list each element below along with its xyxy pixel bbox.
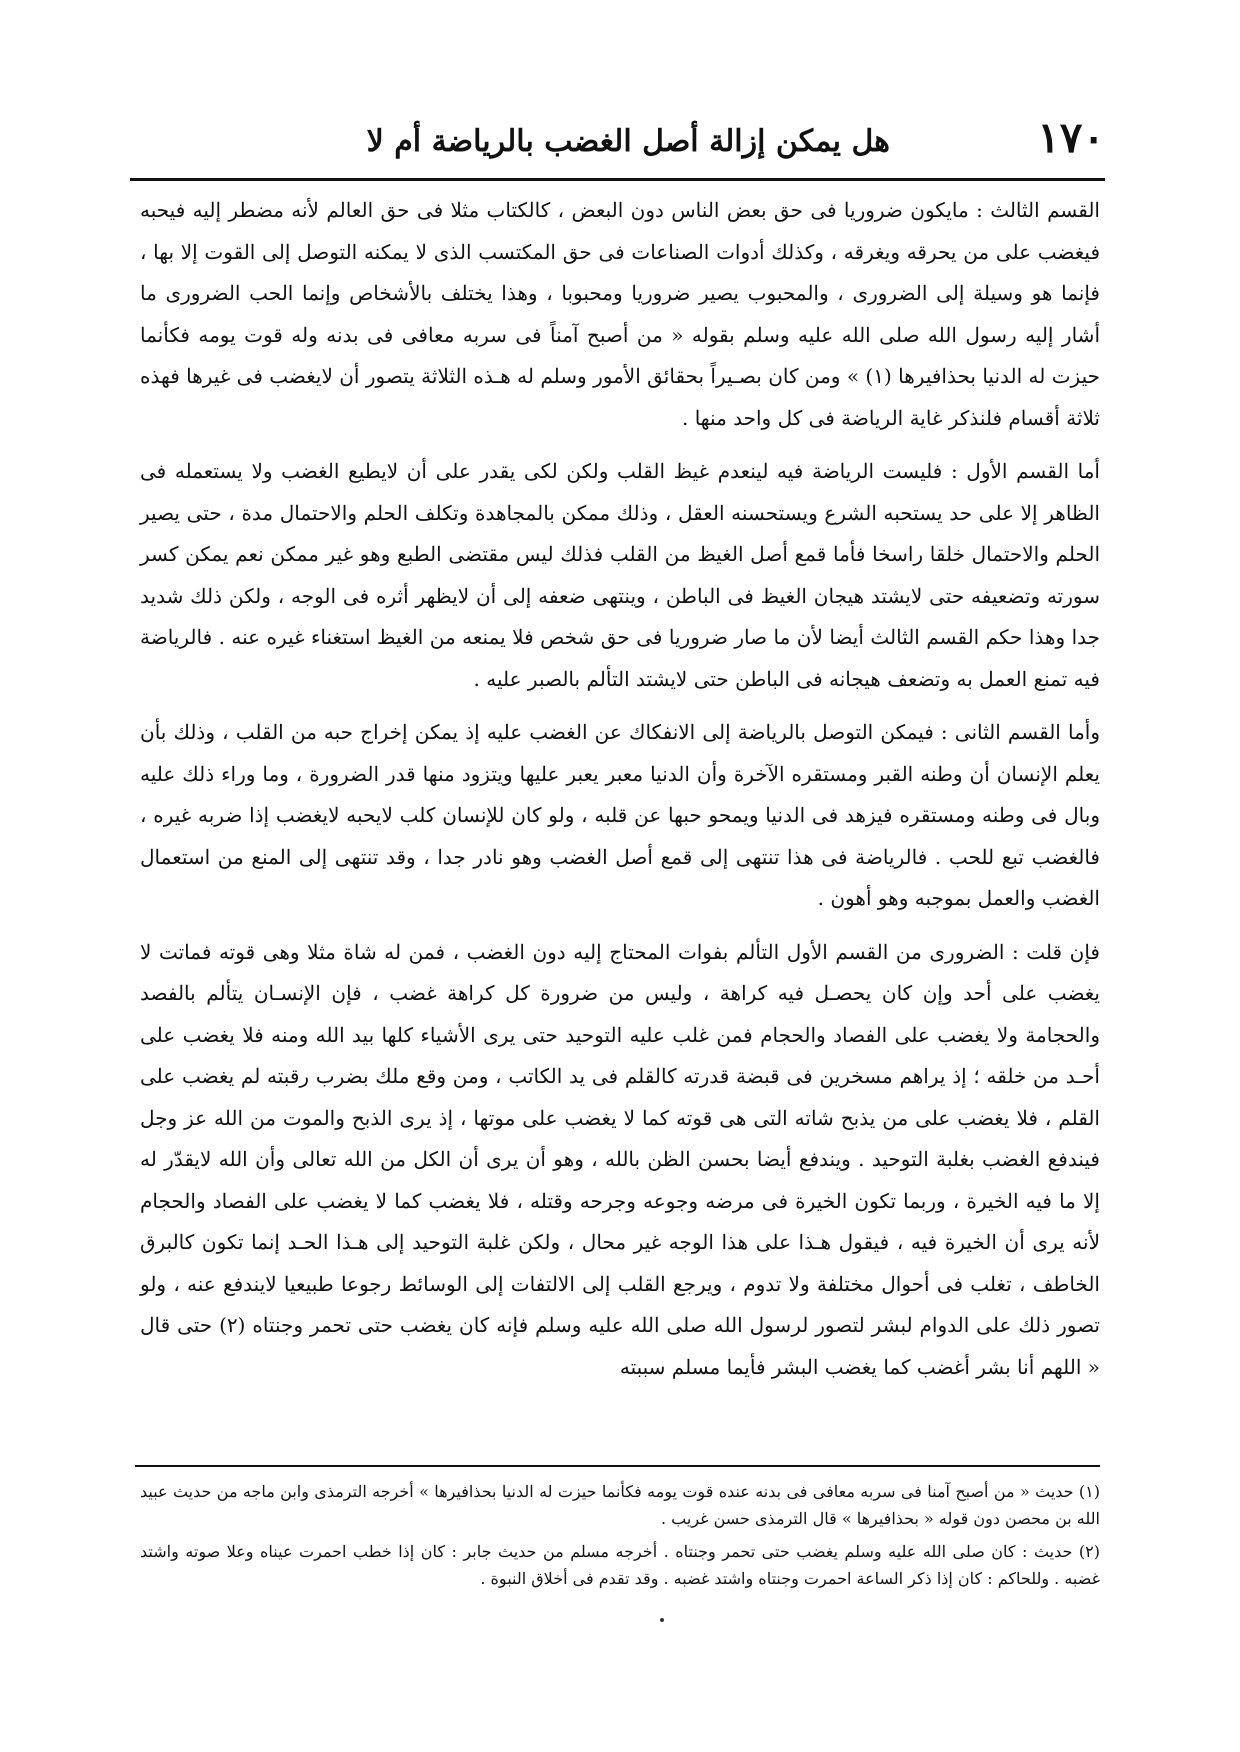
main-text	[140, 190, 1100, 1400]
footnote: (١) حديث « من أصبح آمنا فى سربه معافى فى بدنه عنده قوت يومه فكأنما حيزت له الدنيا بحذافيرها » أخرجه الترمذى وابن ماجه من حديث عبيد الله بن محصن دون قوله « بحذافيرها » قال الترمذى حسن غريب .	[140, 1482, 1100, 1528]
footnotes	[140, 1478, 1100, 1598]
footnote: (٢) حديث : كان صلى الله عليه وسلم يغضب حتى تحمر وجنتاه . أخرجه مسلم من حديث جابر : كان إذا خطب احمرت عيناه وعلا صوته واشتد غضبه . وللحاكم : كان إذا ذكر الساعة احمرت وجنتاه واشتد غضبه . وقد تقدم فى أخلاق النبوة .	[140, 1542, 1100, 1588]
page-number: ١٧٠	[1037, 113, 1105, 162]
paragraph: وأما القسم الثانى : فيمكن التوصل بالرياضة إلى الانفكاك عن الغضب عليه إذ يمكن إخراج حبه من القلب ، وذلك بأن يعلم الإنسان أن وطنه القبر ومستقره الآخرة وأن الدنيا معبر يعبر عليها ويتزود منها قدر الضرورة ، وما وراء ذلك عليه وبال فى وطنه ومستقره فيزهد فى الدنيا ويمحو حبها عن قلبه ، ولو كان للإنسان كلب لايحبه لايغضب إذا ضربه غيره ، فالغضب تبع للحب . فالرياضة فى هذا تنتهى إلى قمع أصل الغضب وهو نادر جدا ، وقد تنتهى إلى المنع من استعمال الغضب والعمل بموجبه وهو أهون .	[140, 720, 1100, 910]
running-title: هل يمكن إزالة أصل الغضب بالرياضة أم لا	[366, 124, 890, 159]
footnote-divider	[135, 1465, 1100, 1467]
page-mark	[660, 1618, 664, 1622]
paragraph: فإن قلت : الضرورى من القسم الأول التألم بفوات المحتاج إليه دون الغضب ، فمن له شاة مثلا وهى قوته فماتت لا يغضب على أحد وإن كان يحصـل فيه كراهة ، وليس من ضرورة كل كراهة غضب ، فإن الإنسـان يتألم بالفصد والحجامة ولا يغضب على الفصاد والحجام فمن غلب عليه التوحيد حتى يرى الأشياء كلها بيد الله ومنه فلا يغضب على أحـد من خلقه ؛ إذ يراهم مسخرين فى قبضة قدرته كالقلم فى يد الكاتب ، ومن وقع ملك بضرب رقبته لم يغضب على القلم ، فلا يغضب على من يذبح شاته التى هى قوته كما لا يغضب على موتها ، إذ يرى الذبح والموت من الله عز وجل فيندفع الغضب بغلبة التوحيد . ويندفع أيضا بحسن الظن بالله ، وهو أن يرى أن الكل من الله تعالى وأن الله لايقدّر له إلا ما فيه الخيرة ، وربما تكون الخيرة فى مرضه وجوعه وجرحه وقتله ، فلا يغضب كما لا يغضب على الفصاد والحجام لأنه يرى أن الخيرة فيه ، فيقول هـذا على هذا الوجه غير محال ، ولكن غلبة التوحيد إلى هـذا الحـد إنما تكون كالبرق الخاطف ، تغلب فى أحوال مختلفة ولا تدوم ، ويرجع القلب إلى الالتفات إلى الوسائط رجوعا طبيعيا لايندفع عنه ، ولو تصور ذلك على الدوام لبشر لتصور لرسول الله صلى الله عليه وسلم فإنه كان يغضب حتى تحمر وجنتاه (٢) حتى قال « اللهم أنا بشر أغضب كما يغضب البشر فأيما مسلم سببته	[140, 939, 1100, 1379]
paragraph: أما القسم الأول : فليست الرياضة فيه لينعدم غيظ القلب ولكن لكى يقدر على أن لايطيع الغضب ولا يستعمله فى الظاهر إلا على حد يستحبه الشرع ويستحسنه العقل ، وذلك ممكن بالمجاهدة وتكلف الحلم والاحتمال مدة ، حتى يصير الحلم والاحتمال خلقا راسخا فأما قمع أصل الغيظ من القلب فذلك ليس مقتضى الطبع وهو غير ممكن نعم يمكن كسر سورته وتضعيفه حتى لايشتد هيجان الغيظ فى الباطن ، وينتهى ضعفه إلى أن لايظهر أثره فى الوجه ، ولكن ذلك شديد جدا وهذا حكم القسم الثالث أيضا لأن ما صار ضروريا فى حق شخص فلا يمنعه من الغيظ استغناء غيره عنه . فالرياضة فيه تمنع العمل به وتضعف هيجانه فى الباطن حتى لايشتد التألم بالصبر عليه .	[140, 459, 1100, 691]
header-divider	[130, 178, 1105, 181]
page-header	[130, 108, 1105, 178]
paragraph: القسم الثالث : مايكون ضروريا فى حق بعض الناس دون البعض ، كالكتاب مثلا فى حق العالم لأنه مضطر إليه فيحبه فيغضب على من يحرقه ويغرقه ، وكذلك أدوات الصناعات فى حق المكتسب الذى لا يمكنه التوصل إلى القوت إلا بها ، فإنما هو وسيلة إلى الضرورى ، والمحبوب يصير ضروريا ومحبوبا ، وهذا يختلف بالأشخاص وإنما الحب الضرورى ما أشار إليه رسول الله صلى الله عليه وسلم بقوله « من أصبح آمناً فى سربه معافى فى بدنه وله قوت يومه فكأنما حيزت له الدنيا بحذافيرها (١) » ومن كان بصـيراً بحقائق الأمور وسلم له هـذه الثلاثة يتصور أن لايغضب فى غيرها فهذه ثلاثة أقسام فلنذكر غاية الرياضة فى كل واحد منها .	[140, 198, 1100, 430]
